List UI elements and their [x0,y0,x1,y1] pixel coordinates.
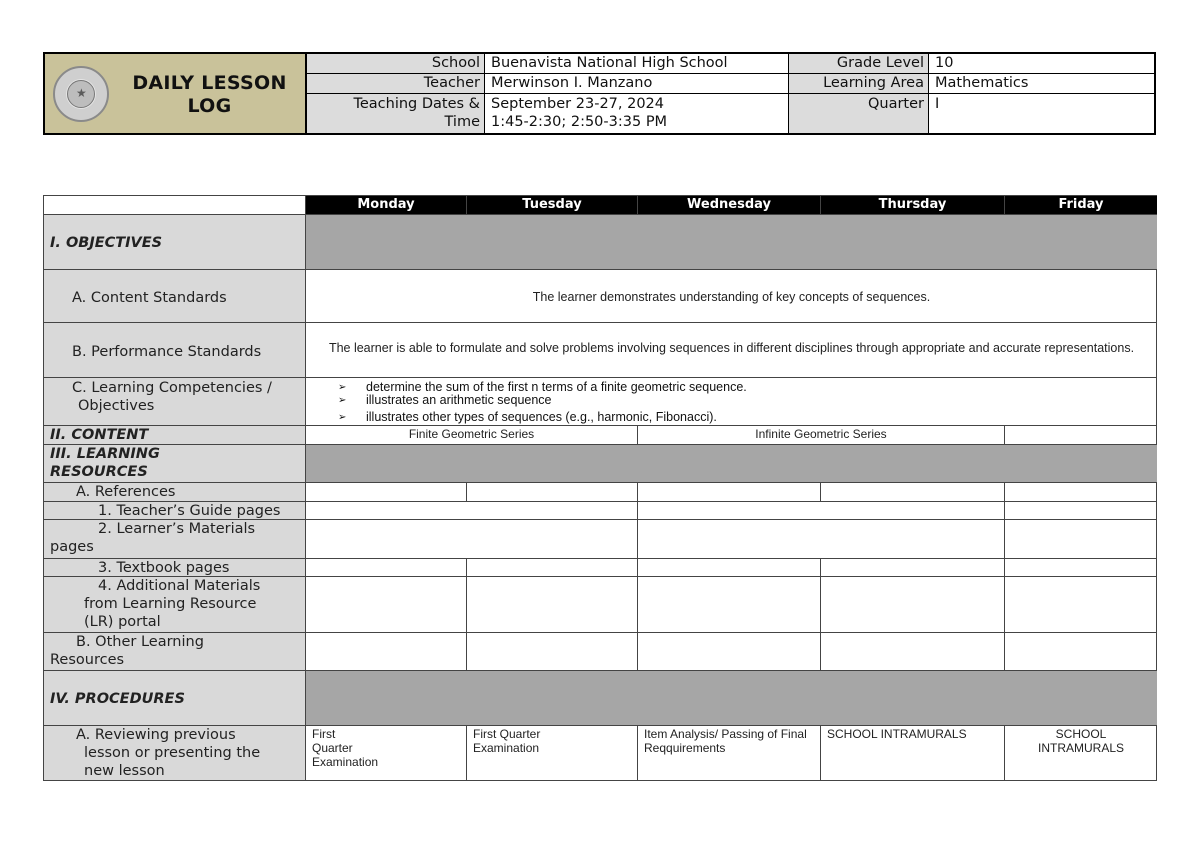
teaching-dates-value [485,94,789,133]
teachers-guide-cell [305,502,637,519]
deped-seal-icon [53,66,109,122]
performance-standards-label: B. Performance Standards [44,323,305,377]
additional-materials-cell [637,577,820,632]
competency-item: ➢ illustrates an arithmetic sequence [306,394,1157,407]
school-value: Buenavista National High School [485,54,789,74]
teaching-dates-value-line2: 1:45-2:30; 2:50-3:35 PM [491,114,668,130]
learners-materials-line2: pages [50,539,94,555]
references-cell [820,483,1004,501]
learning-area-value: Mathematics [929,74,1154,94]
day-monday: Monday [305,196,466,214]
teaching-dates-label [307,94,485,133]
additional-materials-row [44,576,1156,632]
competencies-row [44,377,1156,425]
reviewing-monday: First Quarter Examination [305,726,466,780]
document-title: DAILY LESSON LOG [132,72,287,117]
lesson-log-table [43,195,1157,781]
competencies-cell [305,378,1157,425]
references-cell [637,483,820,501]
day-header-row [44,195,1156,214]
procedures-heading: IV. PROCEDURES [44,671,305,725]
additional-materials-line2: from Learning Resource [84,596,257,612]
teachers-guide-cell [1004,502,1157,519]
content-infinite-series: Infinite Geometric Series [637,426,1004,444]
procedures-fill [305,671,1157,725]
learning-area-label: Learning Area [789,74,929,94]
learners-materials-cell [637,520,1004,558]
reviewing-wednesday: Item Analysis/ Passing of Final Reqquirements [637,726,820,780]
teachers-guide-row [44,501,1156,519]
grade-level-label: Grade Level [789,54,929,74]
learning-resources-line1: III. LEARNING [50,446,160,462]
additional-materials-cell [820,577,1004,632]
competencies-label [44,378,305,425]
competency-item: ➢ illustrates other types of sequences (e.g., harmonic, Fibonacci). [306,411,1157,424]
references-cell [466,483,637,501]
reviewing-friday: SCHOOL INTRAMURALS [1004,726,1157,780]
competencies-label-line2: Objectives [78,398,155,414]
textbook-cell [637,559,820,576]
procedures-row [44,670,1156,725]
additional-materials-cell [1004,577,1157,632]
other-resources-cell [637,633,820,670]
learners-materials-cell [1004,520,1157,558]
teaching-dates-value-line1: September 23-27, 2024 [491,96,665,112]
teachers-guide-cell [637,502,1004,519]
performance-standards-row [44,322,1156,377]
textbook-cell [305,559,466,576]
content-row [44,425,1156,444]
additional-materials-line3: (LR) portal [84,614,161,630]
learners-materials-line1: 2. Learner’s Materials [98,521,256,537]
additional-materials-cell [466,577,637,632]
teacher-value: Merwinson I. Manzano [485,74,789,94]
learning-resources-fill [305,445,1157,482]
performance-standards-text: The learner is able to formulate and solve problems involving sequences in different disciplines through appropriate and accurate representations. [305,323,1157,377]
learning-resources-line2: RESOURCES [50,464,148,480]
reviewing-line2: lesson or presenting the [84,745,261,761]
competency-item: ➢ determine the sum of the first n terms of a finite geometric sequence. [306,381,1157,394]
content-standards-text: The learner demonstrates understanding of key concepts of sequences. [305,270,1157,322]
day-wednesday: Wednesday [637,196,820,214]
teacher-label: Teacher [307,74,485,94]
reviewing-thursday: SCHOOL INTRAMURALS [820,726,1004,780]
learning-resources-heading [44,445,305,482]
textbook-row [44,558,1156,576]
objectives-fill [305,215,1157,269]
references-row [44,482,1156,501]
quarter-label: Quarter [789,94,929,133]
content-standards-row [44,269,1156,322]
quarter-value: I [929,94,1154,133]
other-resources-line1: B. Other Learning [76,634,204,650]
additional-materials-cell [305,577,466,632]
teaching-dates-label-line1: Teaching Dates & [353,96,480,112]
other-resources-line2: Resources [50,652,125,668]
other-resources-cell [305,633,466,670]
teaching-dates-label-line2: Time [444,114,480,130]
other-resources-cell [466,633,637,670]
content-friday-cell [1004,426,1157,444]
textbook-label: 3. Textbook pages [44,559,305,576]
other-resources-cell [820,633,1004,670]
competencies-label-line1: C. Learning Competencies / [72,380,272,396]
seal-star-icon: ★ [76,86,87,100]
content-heading: II. CONTENT [44,426,305,444]
other-resources-cell [1004,633,1157,670]
grade-level-value: 10 [929,54,1154,74]
references-cell [1004,483,1157,501]
learning-resources-row [44,444,1156,482]
textbook-cell [466,559,637,576]
competencies-list [306,381,1157,424]
learners-materials-label [44,520,305,558]
header-info-grid [307,54,1154,133]
lesson-log-header [43,52,1156,135]
day-tuesday: Tuesday [466,196,637,214]
references-label: A. References [44,483,305,501]
additional-materials-label [44,577,305,632]
day-thursday: Thursday [820,196,1004,214]
school-label: School [307,54,485,74]
objectives-row [44,214,1156,269]
content-finite-series: Finite Geometric Series [305,426,637,444]
textbook-cell [1004,559,1157,576]
content-standards-label: A. Content Standards [44,270,305,322]
learners-materials-row [44,519,1156,558]
other-resources-label [44,633,305,670]
references-cell [305,483,466,501]
teachers-guide-label: 1. Teacher’s Guide pages [44,502,305,519]
header-logo-panel [45,54,307,133]
additional-materials-line1: 4. Additional Materials [98,578,261,594]
reviewing-line1: A. Reviewing previous [76,727,236,743]
reviewing-label [44,726,305,780]
reviewing-row [44,725,1156,781]
textbook-cell [820,559,1004,576]
reviewing-line3: new lesson [84,763,165,779]
objectives-heading: I. OBJECTIVES [44,215,305,269]
day-header-blank [44,196,305,214]
day-friday: Friday [1004,196,1157,214]
reviewing-tuesday: First Quarter Examination [466,726,637,780]
learners-materials-cell [305,520,637,558]
other-resources-row [44,632,1156,670]
